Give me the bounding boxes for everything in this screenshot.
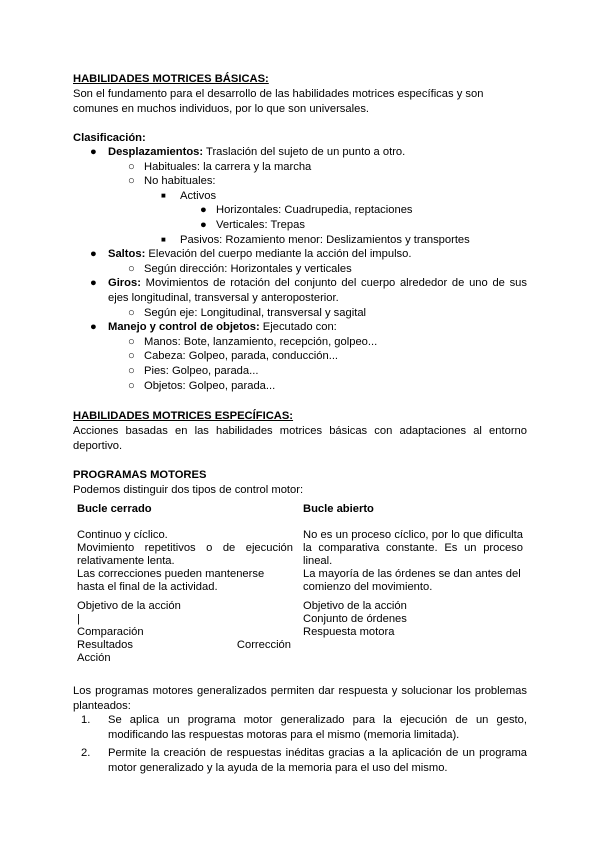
open-loop-p2: La mayoría de las órdenes se dan antes del comienzo del movimiento. [303, 568, 521, 593]
section-title-specific-skills: HABILIDADES MOTRICES ESPECÍFICAS: [73, 410, 294, 422]
circle-bullet-icon: ○ [128, 335, 135, 348]
handling-label: Manejo y control de objetos: [108, 321, 260, 334]
flow-comparison: Comparación [77, 626, 144, 638]
jumps-label: Saltos: [108, 248, 146, 261]
passive-text: Pasivos: Rozamiento menor: Deslizamientos y transportes [180, 233, 470, 246]
bullet-icon: ● [90, 248, 97, 261]
list-item-jumps-sub [73, 262, 527, 277]
list-item-text: Permite la creación de respuestas inéditas gracias a la aplicación de un programa motor generalizado y la ayuda de la memoria para el uso del mismo. [108, 747, 527, 774]
flow-connector: | [77, 613, 80, 625]
circle-bullet-icon: ○ [128, 364, 135, 377]
active-text: Activos [180, 189, 217, 202]
programs-intro: Podemos distinguir dos tipos de control motor: [73, 484, 304, 496]
open-loop-p1: No es un proceso cíclico, por lo que dificulta la comparativa constante. Es un proceso lineal. [303, 529, 523, 567]
section-title-basic-skills: HABILIDADES MOTRICES BÁSICAS: [73, 73, 269, 85]
circle-bullet-icon: ○ [128, 306, 135, 319]
circle-bullet-icon: ○ [128, 262, 135, 275]
list-item-turns [73, 276, 527, 305]
habitual-text: Habituales: la carrera y la marcha [144, 160, 312, 173]
turns-label: Giros: [108, 277, 141, 290]
non-habitual-text: No habituales: [144, 175, 216, 188]
closed-loop-p2: Movimiento repetitivos o de ejecución relativamente lenta. [77, 542, 293, 567]
vertical-text: Verticales: Trepas [216, 218, 305, 231]
circle-bullet-icon: ○ [128, 175, 135, 188]
bullet-icon: ● [200, 218, 207, 231]
closed-loop-flow [77, 600, 293, 665]
head-text: Cabeza: Golpeo, parada, conducción... [144, 350, 339, 363]
basic-skills-intro: Son el fundamento para el desarrollo de las habilidades motrices específicas y son comunes en muchos individuos, por lo que son universales. [73, 88, 484, 115]
list-item-horizontal [73, 203, 527, 218]
list-item-head [73, 349, 527, 364]
list-item-displacements [73, 145, 527, 160]
list-item-turns-sub [73, 306, 527, 321]
closed-loop-header: Bucle cerrado [77, 503, 152, 515]
list-item-habitual [73, 160, 527, 175]
flow-response: Respuesta motora [303, 626, 395, 638]
list-item-active [73, 189, 527, 204]
circle-bullet-icon: ○ [128, 379, 135, 392]
square-bullet-icon: ■ [161, 234, 166, 244]
jumps-sub-text: Según dirección: Horizontales y verticales [144, 262, 352, 275]
list-number: 2. [81, 747, 91, 759]
specific-skills-text: Acciones basadas en las habilidades motrices básicas con adaptaciones al entorno deportivo. [73, 425, 527, 452]
circle-bullet-icon: ○ [128, 160, 135, 173]
generalized-programs-list [73, 713, 527, 776]
list-item-non-habitual [73, 174, 527, 189]
list-item-jumps [73, 247, 527, 262]
programs-title: PROGRAMAS MOTORES [73, 469, 207, 481]
list-item-handling [73, 320, 527, 335]
flow-results: Resultados [77, 639, 133, 651]
list-number: 1. [81, 714, 91, 726]
turns-text: Movimientos de rotación del conjunto del cuerpo alrededor de uno de sus ejes longitudinal, transversal y anteroposterior. [108, 277, 527, 304]
flow-action: Acción [77, 652, 111, 664]
list-item-1 [73, 713, 527, 743]
turns-sub-text: Según eje: Longitudinal, transversal y sagital [144, 306, 367, 319]
list-item-passive [73, 233, 527, 248]
hands-text: Manos: Bote, lanzamiento, recepción, golpeo... [144, 335, 378, 348]
bullet-icon: ● [90, 146, 97, 158]
list-item-text: Se aplica un programa motor generalizado para la ejecución de un gesto, modificando las respuestas motoras para el mismo (memoria limitada). [108, 714, 527, 741]
classification-list [73, 145, 527, 393]
list-item-hands [73, 335, 527, 350]
open-loop-header: Bucle abierto [303, 503, 374, 515]
displacements-text: Traslación del sujeto de un punto a otro. [203, 146, 406, 158]
list-item-vertical [73, 218, 527, 233]
open-loop-column [303, 503, 523, 594]
horizontal-text: Horizontales: Cuadrupedia, reptaciones [216, 204, 413, 217]
displacements-label: Desplazamientos: [108, 146, 204, 158]
jumps-text: Elevación del cuerpo mediante la acción del impulso. [145, 248, 412, 261]
flow-correction: Corrección [236, 639, 291, 651]
list-item-2 [73, 746, 527, 776]
open-loop-flow [303, 600, 523, 639]
flow-results-row [77, 639, 293, 652]
flow-objective: Objetivo de la acción [303, 600, 407, 612]
list-item-feet [73, 364, 527, 379]
bullet-icon: ● [90, 321, 97, 334]
bullet-icon: ● [200, 204, 207, 217]
flow-objective: Objetivo de la acción [77, 600, 181, 612]
closed-loop-p1: Continuo y cíclico. [77, 529, 168, 541]
generalized-programs-text: Los programas motores generalizados permiten dar respuesta y solucionar los problemas planteados: [73, 685, 527, 712]
handling-text: Ejecutado con: [259, 321, 337, 334]
circle-bullet-icon: ○ [128, 350, 135, 363]
classification-title: Clasificación: [73, 132, 146, 144]
objects-text: Objetos: Golpeo, parada... [144, 379, 276, 392]
control-comparison-table [73, 499, 527, 669]
closed-loop-column [77, 503, 293, 594]
flow-orders: Conjunto de órdenes [303, 613, 407, 625]
bullet-icon: ● [90, 277, 97, 290]
list-item-objects [73, 379, 527, 394]
closed-loop-p3: Las correcciones pueden mantenerse hasta el final de la actividad. [77, 568, 265, 593]
square-bullet-icon: ■ [161, 190, 166, 200]
feet-text: Pies: Golpeo, parada... [144, 364, 259, 377]
